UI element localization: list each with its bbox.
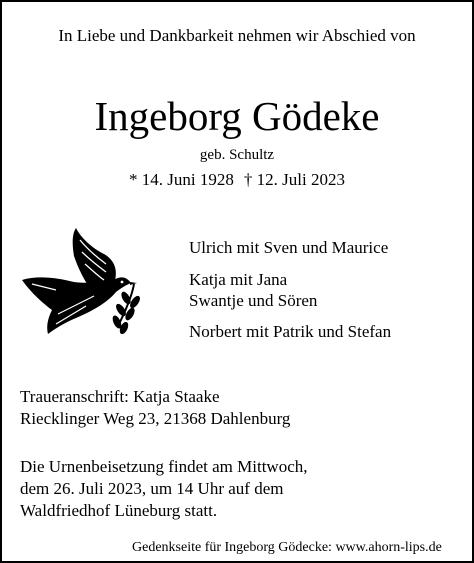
mourner-line: Swantje und Sören [189, 291, 318, 310]
mourning-address [20, 386, 290, 430]
mourner-line: Norbert mit Patrik und Stefan [189, 322, 392, 341]
funeral-line: dem 26. Juli 2023, um 14 Uhr auf dem [20, 479, 284, 498]
funeral-info [20, 456, 308, 522]
address-line: Riecklinger Weg 23, 21368 Dahlenburg [20, 409, 291, 428]
mourner-line: Katja mit Jana [189, 270, 288, 289]
address-line: Traueranschrift: Katja Staake [20, 387, 220, 406]
dove-icon [18, 222, 150, 350]
life-dates [0, 170, 474, 190]
memorial-page-link[interactable]: Gedenkseite für Ingeborg Gödecke: www.ahorn-lips.de [132, 540, 442, 555]
birth-date: * 14. Juni 1928 [129, 170, 234, 189]
intro-line: In Liebe und Dankbarkeit nehmen wir Abschied von [58, 26, 416, 45]
deceased-name: Ingeborg Gödeke [94, 93, 380, 139]
funeral-line: Die Urnenbeisetzung findet am Mittwoch, [20, 457, 308, 476]
death-date: † 12. Juli 2023 [243, 170, 345, 189]
funeral-line: Waldfriedhof Lüneburg statt. [20, 501, 218, 520]
maiden-name: geb. Schultz [199, 147, 275, 163]
mourner-line: Ulrich mit Sven und Maurice [189, 238, 389, 257]
